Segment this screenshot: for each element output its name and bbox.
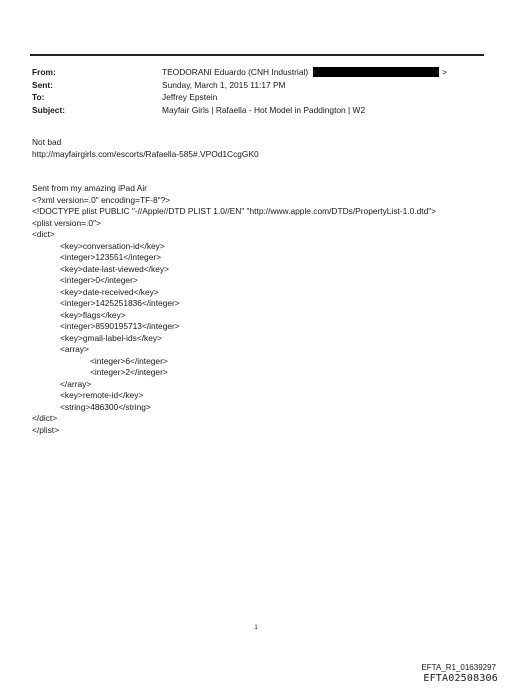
bates-stamp-secondary: EFTA02508306 [423,673,498,684]
code-line: <integer>1425251836</integer> [60,298,180,308]
sent-label: Sent: [32,79,53,90]
header-rule [30,54,484,56]
body-line: Not bad [32,137,62,147]
code-line: <key>remote-id</key> [60,390,144,400]
code-line: <key>date-last-viewed</key> [60,263,169,274]
code-line: <plist version=.0"> [32,217,101,228]
code-line: </plist> [32,424,60,435]
body-link: http://mayfairgirls.com/escorts/Rafaella-585#.VPOd1CcgGK0 [32,148,259,159]
from-value-wrap [162,66,447,79]
sent-row [32,79,492,92]
from-suffix: > [442,67,448,77]
code-line: <?xml version=.0" encoding=TF-8"?> [32,194,171,205]
spacer [32,160,492,172]
to-row [32,91,492,104]
to-value: Jeffrey Epstein [162,92,218,102]
email-header [32,66,492,116]
code-line: <dict> [32,229,55,239]
redaction-bar [313,67,439,77]
from-label: From: [32,67,56,77]
subject-label: Subject: [32,104,66,115]
code-line: <integer>6</integer> [90,355,168,366]
subject-value: Mayfair Girls | Rafaella - Hot Model in Paddington | W2 [162,104,366,115]
code-line: </array> [60,378,92,389]
page-number: 1 [254,624,258,631]
from-value: TEODORANI Eduardo (CNH Industrial) [162,67,309,77]
code-line: <integer>0</integer> [60,275,138,285]
code-line: <integer>2</integer> [90,367,168,377]
code-line: <!DOCTYPE plist PUBLIC "-//Apple//DTD PLIST 1.0//EN" "http://www.apple.com/DTDs/PropertyList-1.0.dtd"> [32,206,437,216]
bates-stamp-primary: EFTA_R1_01639297 [421,663,496,672]
spacer [32,172,492,184]
code-line: <array> [60,344,89,354]
code-line: <key>date-received</key> [60,286,159,297]
code-line: <integer>8590195713</integer> [60,321,180,331]
code-line: <key>flags</key> [60,309,126,320]
code-line: </dict> [32,413,58,423]
email-body [32,137,492,436]
subject-row [32,104,492,117]
code-line: <integer>123551</integer> [60,252,162,262]
code-line: <string>486300</string> [60,401,151,412]
to-label: To: [32,92,45,102]
from-row [32,66,492,79]
sent-value: Sunday, March 1, 2015 11:17 PM [162,79,286,90]
signature-line: Sent from my amazing iPad Air [32,183,147,193]
code-line: <key>gmail-label-ids</key> [60,332,162,343]
code-line: <key>conversation-id</key> [60,240,165,251]
